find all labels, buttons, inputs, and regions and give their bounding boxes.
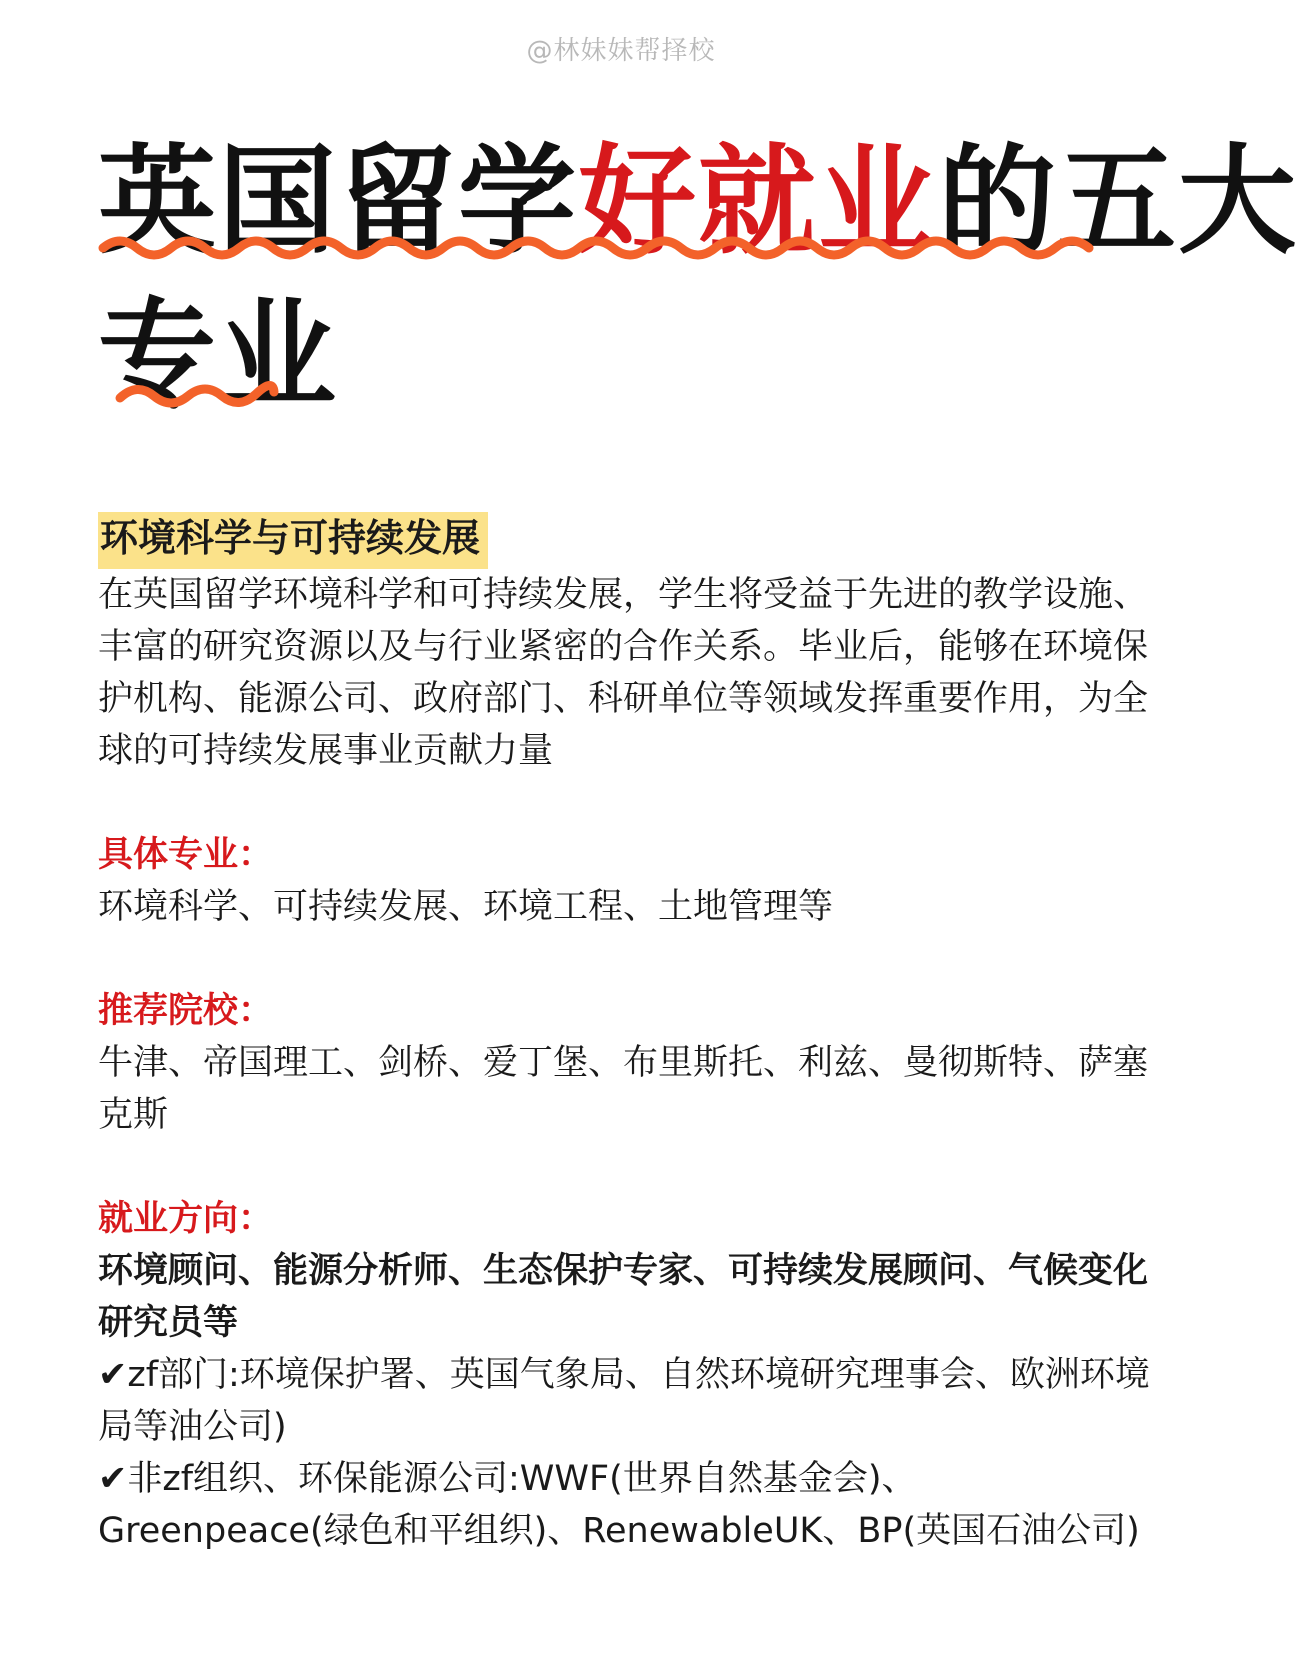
title-highlight: 好就业	[578, 132, 939, 270]
majors-label: 具体专业：	[98, 835, 274, 876]
career-ngo: ✔非zf组织、环保能源公司:WWF(世界自然基金会)、Greenpeace(绿色和平组织)、RenewableUK、BP(英国石油公司)	[98, 1459, 1140, 1552]
career-label: 就业方向：	[98, 1199, 274, 1240]
schools-label: 推荐院校：	[98, 991, 274, 1032]
title-underline-wave-1	[98, 228, 1108, 264]
career-roles: 环境顾问、能源分析师、生态保护专家、可持续发展顾问、气候变化研究员等	[98, 1251, 1149, 1344]
schools-text: 牛津、帝国理工、剑桥、爱丁堡、布里斯托、利兹、曼彻斯特、萨塞克斯	[98, 1043, 1149, 1136]
title-underline-wave-2	[112, 376, 282, 412]
watermark: @林妹妹帮择校	[526, 36, 716, 66]
title-part-1: 英国留学	[98, 132, 579, 270]
page-title-line-2: 专业	[98, 286, 339, 424]
content	[98, 512, 1158, 1557]
title-part-2: 的五大	[938, 132, 1298, 270]
section-title: 环境科学与可持续发展	[98, 512, 488, 569]
section-intro: 在英国留学环境科学和可持续发展，学生将受益于先进的教学设施、丰富的研究资源以及与行业紧密的合作关系。毕业后，能够在环境保护机构、能源公司、政府部门、科研单位等领域发挥重要作用，为全球的可持续发展事业贡献力量	[98, 575, 1149, 772]
majors-text: 环境科学、可持续发展、环境工程、土地管理等	[98, 887, 834, 928]
career-government: ✔zf部门:环境保护署、英国气象局、自然环境研究理事会、欧洲环境局等油公司)	[98, 1355, 1150, 1448]
